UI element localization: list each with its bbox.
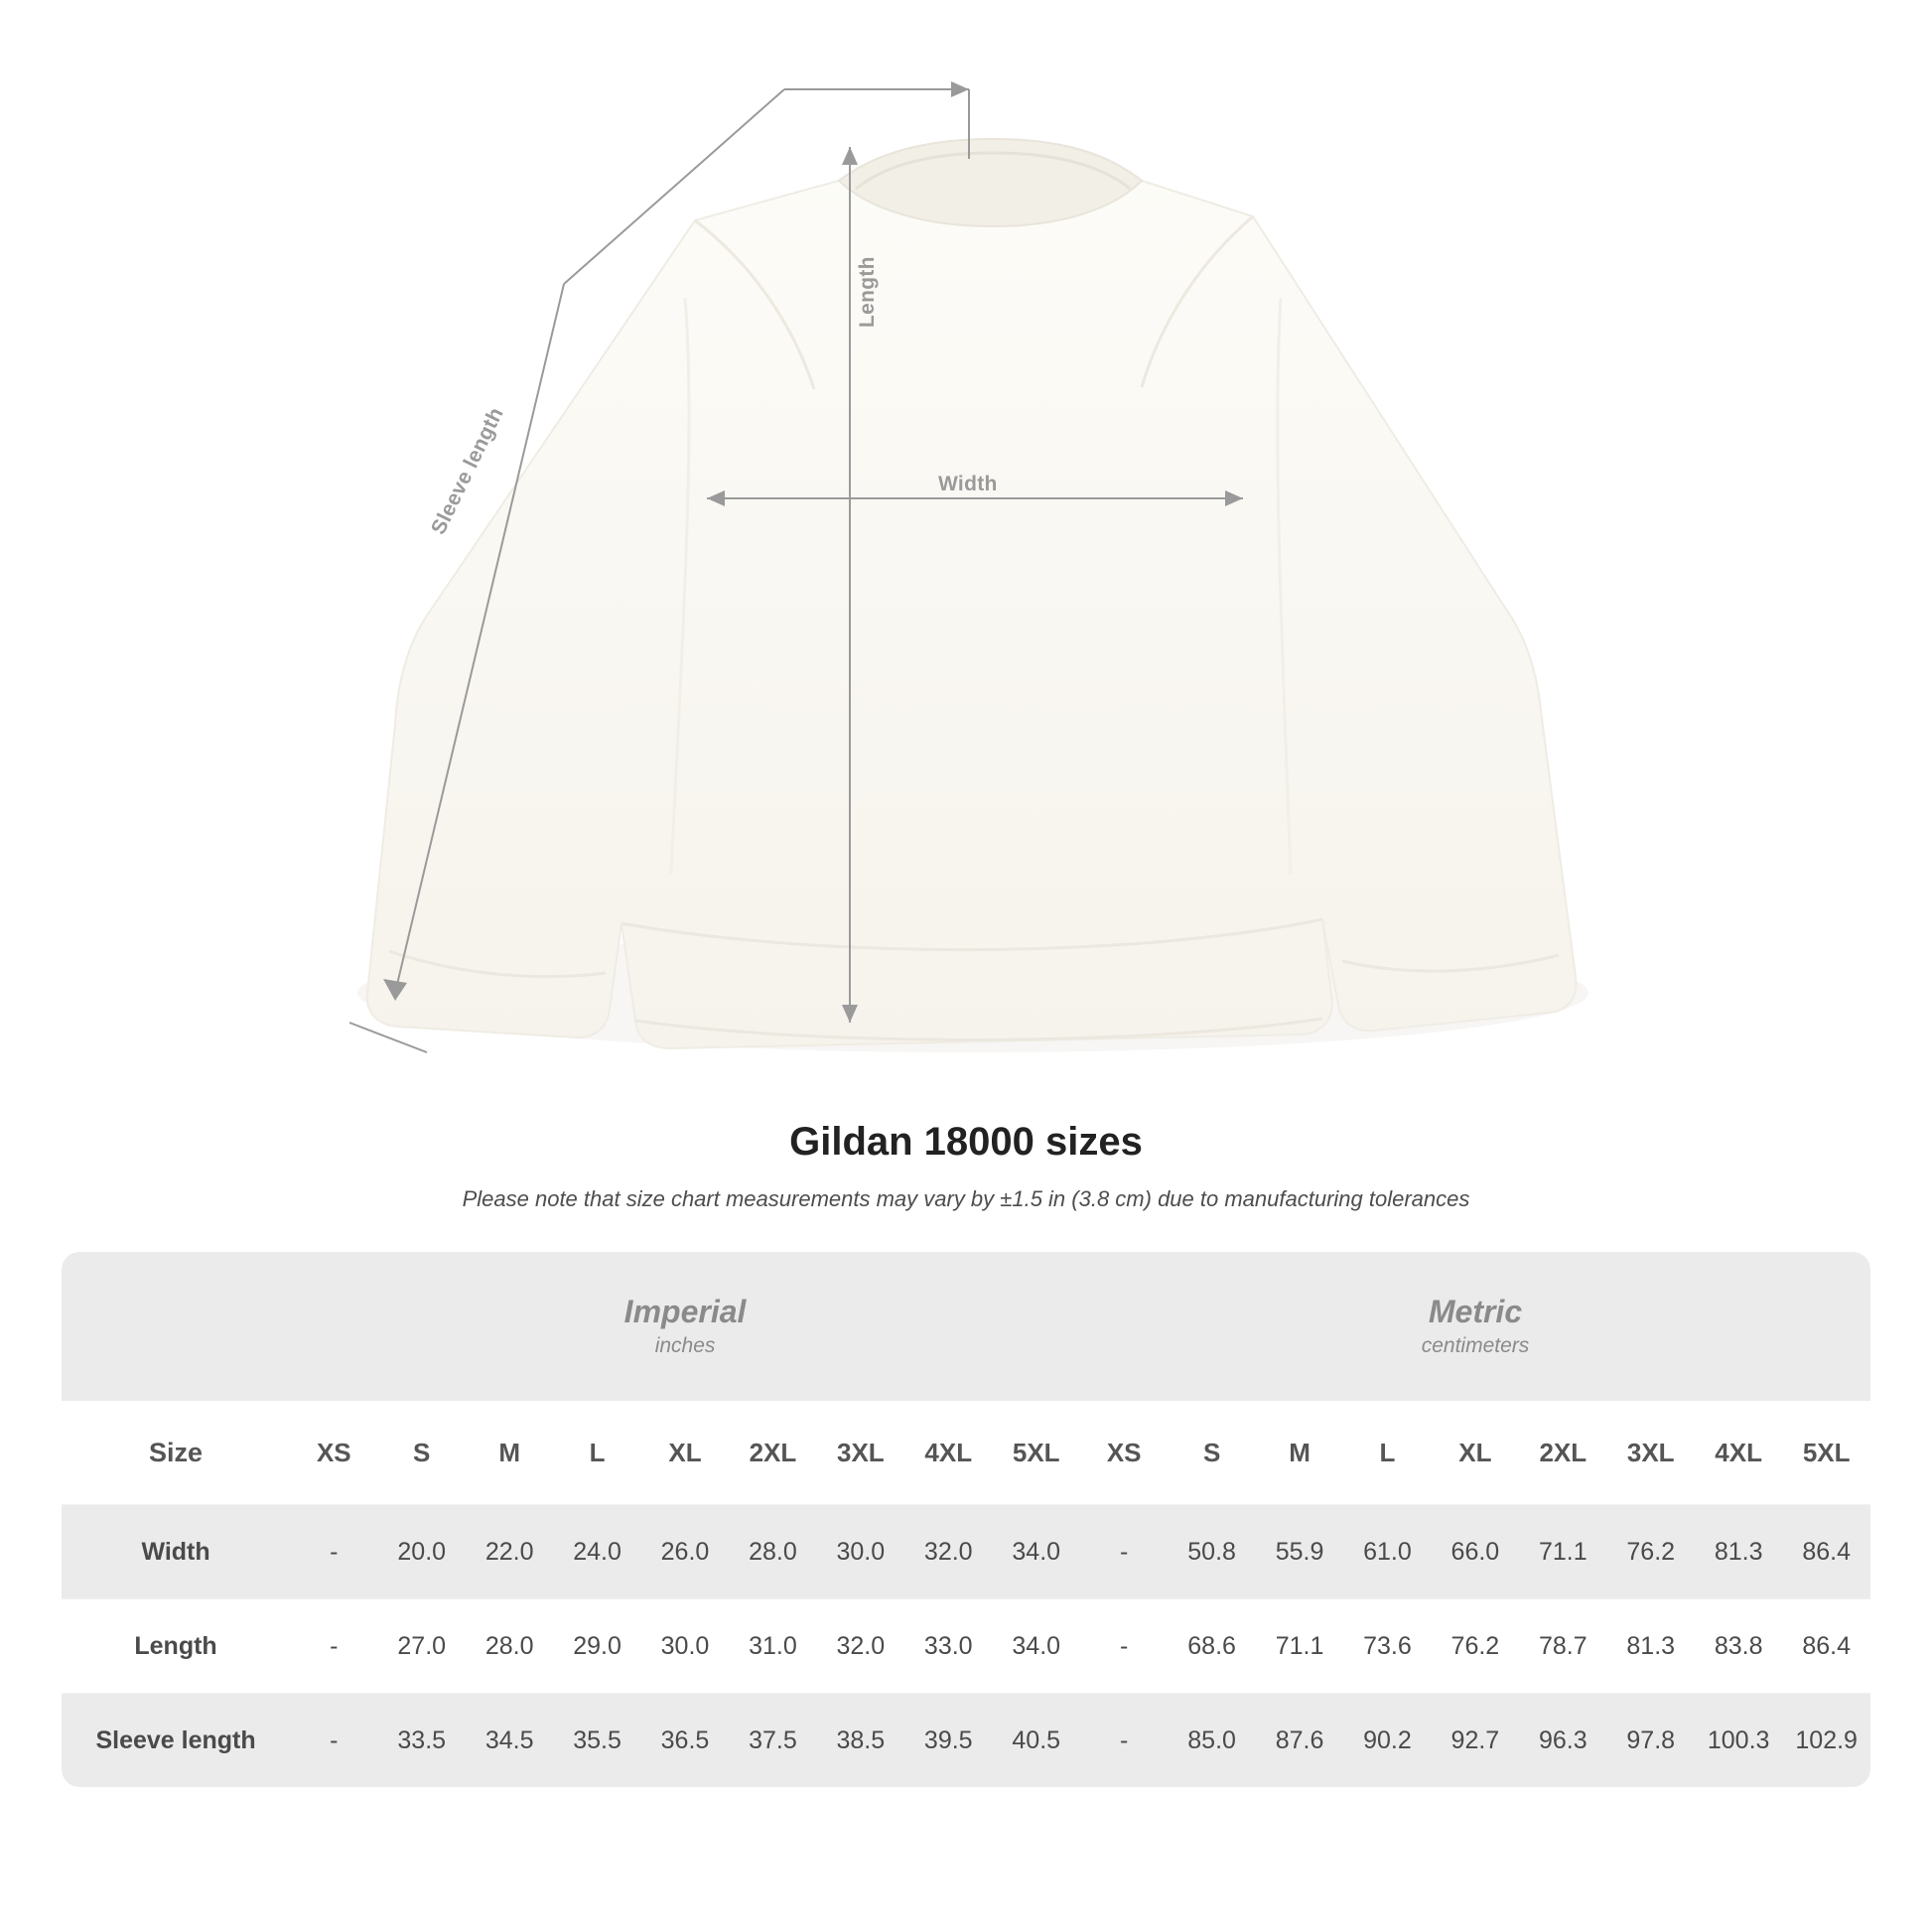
cell-width-metric-s: 50.8 [1168,1505,1255,1599]
unit-metric-name: Metric [1428,1294,1523,1330]
cell-width-metric-2xl: 71.1 [1519,1505,1606,1599]
cell-sleeve-imperial-2xl: 37.5 [729,1694,816,1788]
page-title: Gildan 18000 sizes [789,1120,1143,1164]
cell-length-metric-xs: - [1080,1599,1168,1694]
unit-imperial-name: Imperial [623,1294,747,1330]
cell-length-imperial-l: 29.0 [553,1599,640,1694]
cell-sleeve-metric-5xl: 102.9 [1782,1694,1870,1788]
width-dimension-label: Width [938,473,998,495]
col-header-imperial-xl: XL [641,1401,729,1505]
cell-length-imperial-2xl: 31.0 [729,1599,816,1694]
cell-sleeve-imperial-xl: 36.5 [641,1694,729,1788]
table-row [62,1599,1870,1694]
col-header-metric-4xl: 4XL [1695,1401,1782,1505]
cell-sleeve-metric-xl: 92.7 [1432,1694,1519,1788]
table-row [62,1694,1870,1788]
unit-corner-cell [62,1252,290,1401]
col-header-imperial-2xl: 2XL [729,1401,816,1505]
col-header-metric-m: M [1256,1401,1343,1505]
cell-sleeve-metric-2xl: 96.3 [1519,1694,1606,1788]
cell-sleeve-imperial-xs: - [290,1694,377,1788]
cell-length-imperial-3xl: 32.0 [817,1599,904,1694]
length-dimension-label: Length [856,256,879,328]
col-header-imperial-3xl: 3XL [817,1401,904,1505]
cell-width-imperial-2xl: 28.0 [729,1505,816,1599]
col-header-imperial-s: S [378,1401,466,1505]
cell-length-imperial-m: 28.0 [466,1599,553,1694]
unit-metric-sub: centimeters [1421,1334,1530,1358]
cell-width-imperial-xl: 26.0 [641,1505,729,1599]
cell-length-imperial-xl: 30.0 [641,1599,729,1694]
cell-length-imperial-xs: - [290,1599,377,1694]
col-header-imperial-xs: XS [290,1401,377,1505]
cell-sleeve-imperial-s: 33.5 [378,1694,466,1788]
unit-group-imperial [290,1252,1080,1401]
col-header-metric-xs: XS [1080,1401,1168,1505]
cell-width-metric-5xl: 86.4 [1782,1505,1870,1599]
cell-length-metric-s: 68.6 [1168,1599,1255,1694]
cell-length-imperial-5xl: 34.0 [992,1599,1080,1694]
cell-sleeve-imperial-5xl: 40.5 [992,1694,1080,1788]
cell-width-imperial-s: 20.0 [378,1505,466,1599]
cell-width-metric-l: 61.0 [1343,1505,1431,1599]
cell-sleeve-metric-3xl: 97.8 [1607,1694,1695,1788]
cell-sleeve-imperial-4xl: 39.5 [904,1694,992,1788]
cell-sleeve-imperial-l: 35.5 [553,1694,640,1788]
cell-sleeve-imperial-3xl: 38.5 [817,1694,904,1788]
col-header-imperial-5xl: 5XL [992,1401,1080,1505]
cell-length-metric-5xl: 86.4 [1782,1599,1870,1694]
cell-width-imperial-m: 22.0 [466,1505,553,1599]
cell-width-metric-3xl: 76.2 [1607,1505,1695,1599]
col-header-metric-5xl: 5XL [1782,1401,1870,1505]
cell-sleeve-metric-4xl: 100.3 [1695,1694,1782,1788]
title-block [0,1120,1932,1212]
row-label-length: Length [62,1599,290,1694]
cell-width-metric-4xl: 81.3 [1695,1505,1782,1599]
col-header-metric-2xl: 2XL [1519,1401,1606,1505]
cell-sleeve-imperial-m: 34.5 [466,1694,553,1788]
col-header-metric-xl: XL [1432,1401,1519,1505]
cell-length-imperial-s: 27.0 [378,1599,466,1694]
cell-sleeve-metric-xs: - [1080,1694,1168,1788]
cell-width-metric-xl: 66.0 [1432,1505,1519,1599]
size-header-label: Size [62,1401,290,1505]
size-table [62,1252,1870,1787]
col-header-metric-3xl: 3XL [1607,1401,1695,1505]
sleeve-length-dimension-label: Sleeve length [427,403,508,539]
cell-length-metric-m: 71.1 [1256,1599,1343,1694]
cell-length-metric-4xl: 83.8 [1695,1599,1782,1694]
cell-length-metric-3xl: 81.3 [1607,1599,1695,1694]
col-header-metric-l: L [1343,1401,1431,1505]
cell-sleeve-metric-s: 85.0 [1168,1694,1255,1788]
cell-width-imperial-xs: - [290,1505,377,1599]
unit-imperial-sub: inches [654,1334,716,1358]
size-header-row [62,1401,1870,1505]
size-table-wrapper [62,1252,1870,1787]
row-label-width: Width [62,1505,290,1599]
cell-width-imperial-4xl: 32.0 [904,1505,992,1599]
cell-sleeve-metric-l: 90.2 [1343,1694,1431,1788]
cell-sleeve-metric-m: 87.6 [1256,1694,1343,1788]
cell-width-imperial-5xl: 34.0 [992,1505,1080,1599]
row-label-sleeve-length: Sleeve length [62,1694,290,1788]
table-row [62,1505,1870,1599]
unit-group-metric [1080,1252,1870,1401]
col-header-metric-s: S [1168,1401,1255,1505]
cell-length-imperial-4xl: 33.0 [904,1599,992,1694]
cell-length-metric-2xl: 78.7 [1519,1599,1606,1694]
cell-width-imperial-l: 24.0 [553,1505,640,1599]
cell-width-imperial-3xl: 30.0 [817,1505,904,1599]
cell-length-metric-l: 73.6 [1343,1599,1431,1694]
unit-header-row [62,1252,1870,1401]
col-header-imperial-m: M [466,1401,553,1505]
cell-length-metric-xl: 76.2 [1432,1599,1519,1694]
col-header-imperial-4xl: 4XL [904,1401,992,1505]
col-header-imperial-l: L [553,1401,640,1505]
tolerance-note: Please note that size chart measurements may vary by ±1.5 in (3.8 cm) due to manufacturing tolerances [462,1186,1470,1211]
cell-width-metric-xs: - [1080,1505,1168,1599]
cell-width-metric-m: 55.9 [1256,1505,1343,1599]
